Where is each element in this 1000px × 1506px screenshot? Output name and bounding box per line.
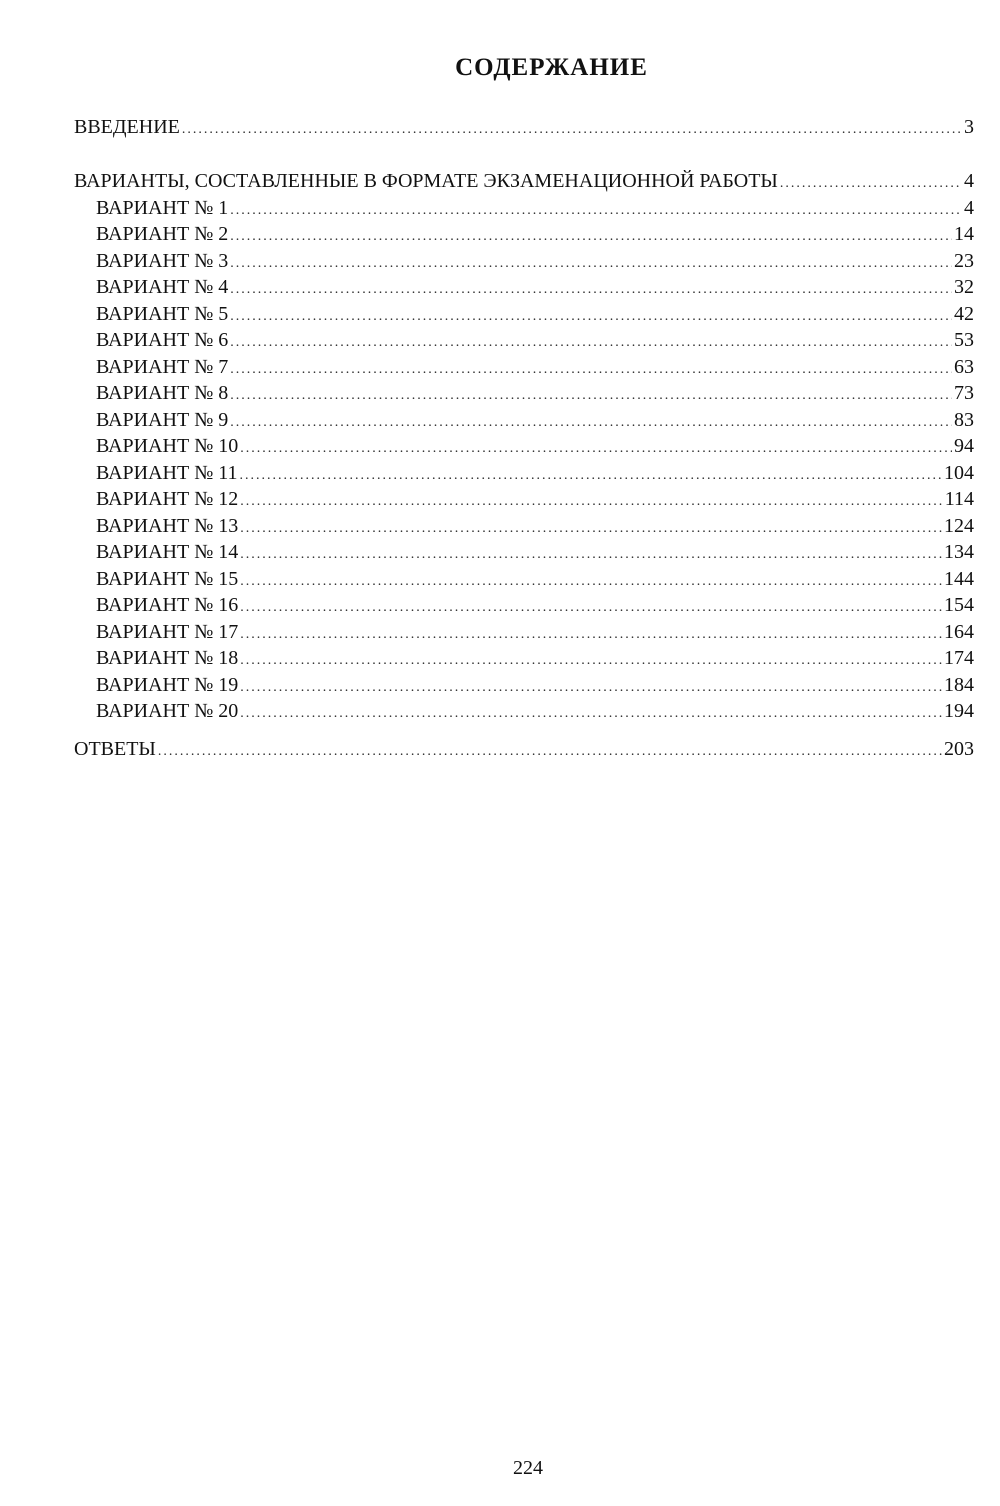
toc-entry-label: ВАРИАНТ № 7 xyxy=(96,356,229,378)
leader-dots xyxy=(240,595,942,621)
toc-entry-variant-8[interactable] xyxy=(96,380,974,409)
toc-entry-variant-2[interactable] xyxy=(96,221,974,250)
toc-entry-variant-12[interactable] xyxy=(96,486,974,515)
toc-entry-label: ВАРИАНТ № 10 xyxy=(96,435,239,457)
toc-entry-page: 154 xyxy=(944,594,974,616)
toc-entry-label: ВАРИАНТ № 1 xyxy=(96,197,229,219)
toc-entry-label: ВАРИАНТЫ, СОСТАВЛЕННЫЕ В ФОРМАТЕ ЭКЗАМЕНАЦИОННОЙ РАБОТЫ xyxy=(74,170,778,192)
toc-entry-variant-3[interactable] xyxy=(96,248,974,277)
toc-entry-label: ВАРИАНТ № 14 xyxy=(96,541,239,563)
toc-entry-variant-20[interactable] xyxy=(96,698,974,727)
toc-entry-page: 164 xyxy=(944,621,974,643)
toc-entry-label: ВАРИАНТ № 11 xyxy=(96,462,238,484)
toc-entry-variant-16[interactable] xyxy=(96,592,974,621)
toc-entry-page: 94 xyxy=(954,435,974,457)
toc-entry-label: ВАРИАНТ № 15 xyxy=(96,568,239,590)
toc-entry-label: ВАРИАНТ № 20 xyxy=(96,700,239,722)
toc-entry-page: 42 xyxy=(954,303,974,325)
toc-entry-page: 144 xyxy=(944,568,974,590)
toc-entry-page: 53 xyxy=(954,329,974,351)
toc-entry-variant-5[interactable] xyxy=(96,301,974,330)
toc-entry-page: 73 xyxy=(954,382,974,404)
toc-entry-variant-18[interactable] xyxy=(96,645,974,674)
toc-entry-label: ВАРИАНТ № 19 xyxy=(96,674,239,696)
toc-entry-variant-4[interactable] xyxy=(96,274,974,303)
toc-entry-label: ВАРИАНТ № 2 xyxy=(96,223,229,245)
toc-entry-page: 203 xyxy=(944,738,974,760)
toc-entry-label: ВВЕДЕНИЕ xyxy=(74,116,180,138)
toc-entry-variant-14[interactable] xyxy=(96,539,974,568)
leader-dots xyxy=(240,701,942,727)
toc-entry-label: ВАРИАНТ № 5 xyxy=(96,303,229,325)
leader-dots xyxy=(230,330,952,356)
toc-entry-page: 32 xyxy=(954,276,974,298)
toc-entry-variant-10[interactable] xyxy=(96,433,974,462)
toc-entry-page: 63 xyxy=(954,356,974,378)
toc-entry-variants-section[interactable] xyxy=(74,168,974,197)
leader-dots xyxy=(230,383,952,409)
leader-dots xyxy=(182,117,962,143)
leader-dots xyxy=(230,277,952,303)
leader-dots xyxy=(240,436,952,462)
toc-entry-label: ВАРИАНТ № 3 xyxy=(96,250,229,272)
toc-entry-label: ВАРИАНТ № 13 xyxy=(96,515,239,537)
toc-entry-page: 124 xyxy=(944,515,974,537)
toc-entry-label: ОТВЕТЫ xyxy=(74,738,156,760)
toc-entry-page: 83 xyxy=(954,409,974,431)
toc-entry-label: ВАРИАНТ № 12 xyxy=(96,488,239,510)
toc-entry-page: 134 xyxy=(944,541,974,563)
toc-entry-page: 3 xyxy=(964,116,974,138)
toc-entry-label: ВАРИАНТ № 16 xyxy=(96,594,239,616)
toc-entry-intro[interactable] xyxy=(74,114,974,143)
toc-entry-variant-6[interactable] xyxy=(96,327,974,356)
toc-entry-page: 194 xyxy=(944,700,974,722)
toc-entry-page: 4 xyxy=(964,170,974,192)
leader-dots xyxy=(230,224,952,250)
toc-entry-page: 184 xyxy=(944,674,974,696)
toc-entry-page: 104 xyxy=(944,462,974,484)
toc-entry-variant-17[interactable] xyxy=(96,619,974,648)
page-number: 224 xyxy=(513,1457,543,1479)
toc-entry-page: 114 xyxy=(944,488,974,510)
toc-entry-answers[interactable] xyxy=(74,736,974,765)
toc-entry-label: ВАРИАНТ № 9 xyxy=(96,409,229,431)
leader-dots xyxy=(780,171,962,197)
toc-entry-variant-9[interactable] xyxy=(96,407,974,436)
toc-entry-variant-7[interactable] xyxy=(96,354,974,383)
toc-entry-page: 174 xyxy=(944,647,974,669)
toc-entry-label: ВАРИАНТ № 18 xyxy=(96,647,239,669)
toc-entry-variant-11[interactable] xyxy=(96,460,974,489)
toc-entry-label: ВАРИАНТ № 17 xyxy=(96,621,239,643)
leader-dots xyxy=(240,542,942,568)
toc-entry-page: 14 xyxy=(954,223,974,245)
leader-dots xyxy=(240,489,942,515)
leader-dots xyxy=(240,648,942,674)
toc-entry-variant-1[interactable] xyxy=(96,195,974,224)
page-title: СОДЕРЖАНИЕ xyxy=(455,54,648,81)
leader-dots xyxy=(158,739,942,765)
toc-entry-label: ВАРИАНТ № 4 xyxy=(96,276,229,298)
toc-entry-variant-19[interactable] xyxy=(96,672,974,701)
toc-entry-page: 4 xyxy=(964,197,974,219)
toc-entry-label: ВАРИАНТ № 8 xyxy=(96,382,229,404)
toc-entry-variant-15[interactable] xyxy=(96,566,974,595)
toc-entry-variant-13[interactable] xyxy=(96,513,974,542)
toc-entry-label: ВАРИАНТ № 6 xyxy=(96,329,229,351)
toc-entry-page: 23 xyxy=(954,250,974,272)
